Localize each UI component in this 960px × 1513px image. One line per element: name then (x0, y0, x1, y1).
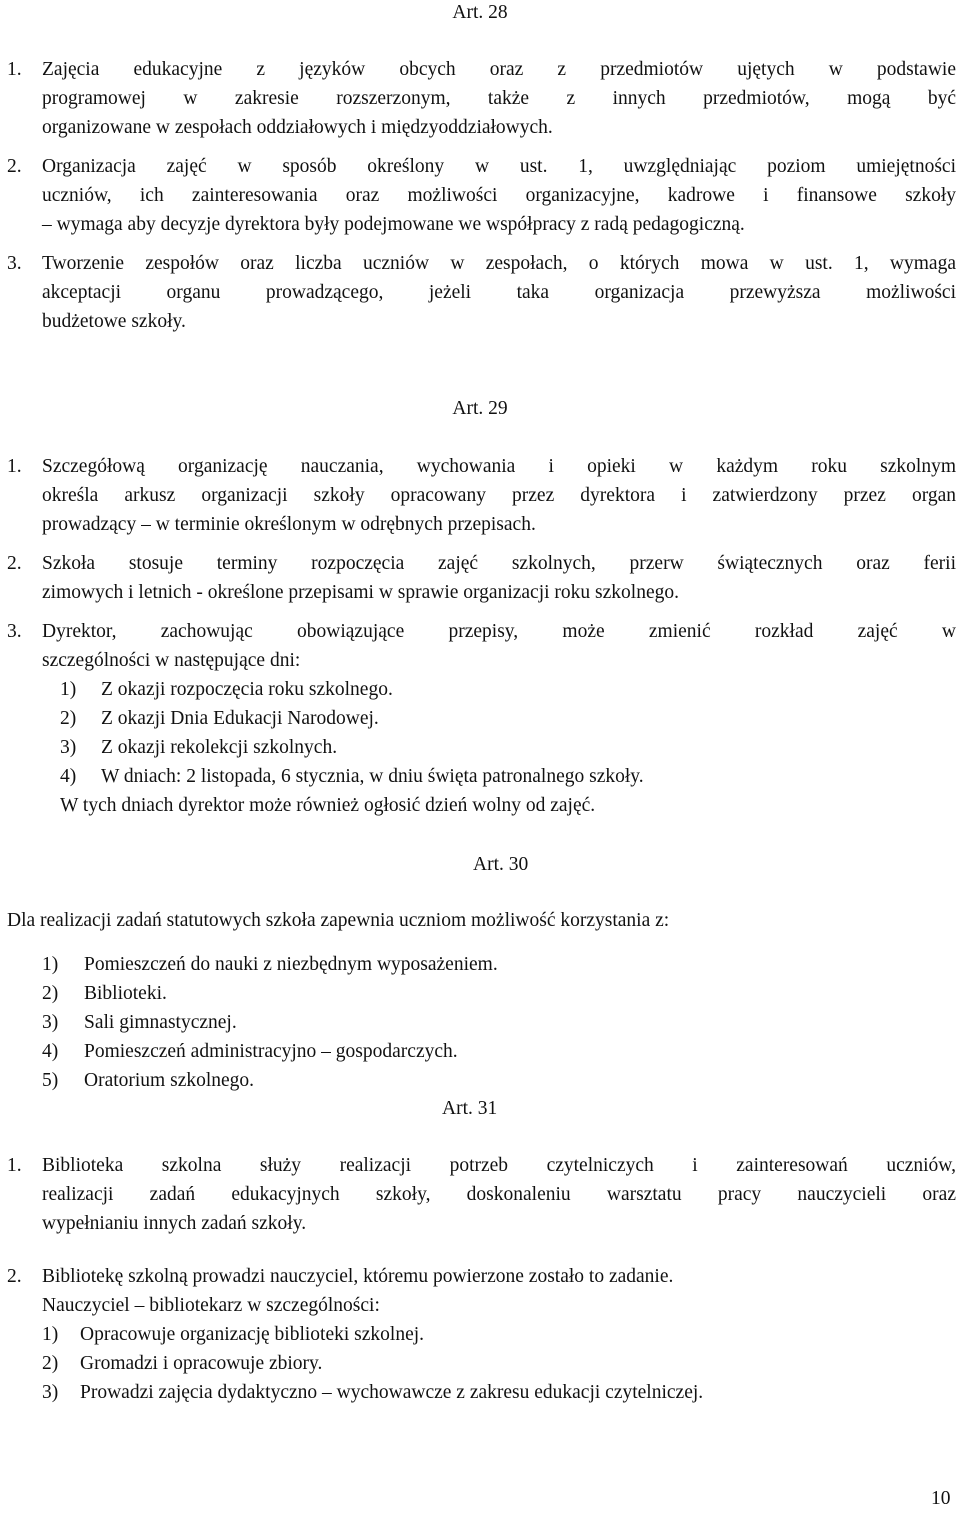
art29-item-number: 4) (60, 766, 77, 787)
art31-item-text: Opracowuje organizację biblioteki szkolnej. (80, 1324, 425, 1345)
art28-heading: Art. 28 (452, 2, 508, 23)
art28-p3-number: 3. (7, 253, 22, 274)
art29-item-text: Z okazji rozpoczęcia roku szkolnego. (101, 679, 393, 700)
art29-item-number: 3) (60, 737, 77, 758)
art29-heading: Art. 29 (452, 398, 508, 419)
art29-p1-line2: określa arkusz organizacji szkoły opracowany przez dyrektora i zatwierdzony przez organ (42, 485, 956, 506)
art31-p2-number: 2. (7, 1266, 22, 1287)
art29-item-number: 1) (60, 679, 77, 700)
art28-p2-line2: uczniów, ich zainteresowania oraz możliwości organizacyjne, kadrowe i finansowe szkoły (42, 185, 956, 206)
art28-p2-line3: – wymaga aby decyzje dyrektora były podejmowane we współpracy z radą pedagogiczną. (42, 214, 745, 235)
art30-item-text: Pomieszczeń administracyjno – gospodarczych. (84, 1041, 458, 1062)
art29-p3-number: 3. (7, 621, 22, 642)
art30-item-text: Sali gimnastycznej. (84, 1012, 237, 1033)
art31-item-text: Prowadzi zajęcia dydaktyczno – wychowawcze z zakresu edukacji czytelniczej. (80, 1382, 704, 1403)
art31-p1-number: 1. (7, 1155, 22, 1176)
art30-item-number: 5) (42, 1070, 59, 1091)
art31-p2-line1: Bibliotekę szkolną prowadzi nauczyciel, któremu powierzone zostało to zadanie. (42, 1266, 674, 1287)
art28-p1-number: 1. (7, 59, 22, 80)
art30-item-number: 3) (42, 1012, 59, 1033)
art30-item-text: Pomieszczeń do nauki z niezbędnym wyposażeniem. (84, 954, 498, 975)
art29-p2-number: 2. (7, 553, 22, 574)
art31-p1-line2: realizacji zadań edukacyjnych szkoły, doskonaleniu warsztatu pracy nauczycieli oraz (42, 1184, 956, 1205)
art31-p2-line2: Nauczyciel – bibliotekarz w szczególności: (42, 1295, 380, 1316)
art28-p1-line2: programowej w zakresie rozszerzonym, także z innych przedmiotów, mogą być (42, 88, 956, 109)
art28-p1-line1: Zajęcia edukacyjne z języków obcych oraz z przedmiotów ujętych w podstawie (42, 59, 956, 80)
art29-p1-line3: prowadzący – w terminie określonym w odrębnych przepisach. (42, 514, 536, 535)
art28-p3-line3: budżetowe szkoły. (42, 311, 186, 332)
art30-item-number: 2) (42, 983, 59, 1004)
art31-item-text: Gromadzi i opracowuje zbiory. (80, 1353, 323, 1374)
art28-p3-line2: akceptacji organu prowadzącego, jeżeli taka organizacja przewyższa możliwości (42, 282, 956, 303)
art30-heading: Art. 30 (473, 854, 529, 875)
art28-p2-number: 2. (7, 156, 22, 177)
art31-item-number: 1) (42, 1324, 59, 1345)
art28-p2-line1: Organizacja zajęć w sposób określony w ust. 1, uwzględniając poziom umiejętności (42, 156, 956, 177)
art29-p3-line1: Dyrektor, zachowując obowiązujące przepisy, może zmienić rozkład zajęć w (42, 621, 956, 642)
art29-item-text: W dniach: 2 listopada, 6 stycznia, w dniu święta patronalnego szkoły. (101, 766, 644, 787)
art31-heading: Art. 31 (442, 1098, 498, 1119)
art29-note: W tych dniach dyrektor może również ogłosić dzień wolny od zajęć. (60, 795, 596, 816)
art30-item-number: 1) (42, 954, 59, 975)
art29-item-text: Z okazji Dnia Edukacji Narodowej. (101, 708, 379, 729)
art31-p1-line1: Biblioteka szkolna służy realizacji potrzeb czytelniczych i zainteresowań uczniów, (42, 1155, 956, 1176)
art30-intro: Dla realizacji zadań statutowych szkoła zapewnia uczniom możliwość korzystania z: (7, 910, 670, 931)
page-number: 10 (931, 1488, 951, 1509)
art29-p3-line2: szczególności w następujące dni: (42, 650, 301, 671)
art28-p3-line1: Tworzenie zespołów oraz liczba uczniów w zespołach, o których mowa w ust. 1, wymaga (42, 253, 956, 274)
art29-item-text: Z okazji rekolekcji szkolnych. (101, 737, 338, 758)
art29-p1-line1: Szczegółową organizację nauczania, wychowania i opieki w każdym roku szkolnym (42, 456, 956, 477)
art29-p2-line2: zimowych i letnich - określone przepisami w sprawie organizacji roku szkolnego. (42, 582, 679, 603)
art30-item-text: Oratorium szkolnego. (84, 1070, 255, 1091)
art29-p2-line1: Szkoła stosuje terminy rozpoczęcia zajęć szkolnych, przerw świątecznych oraz ferii (42, 553, 956, 574)
art30-item-text: Biblioteki. (84, 983, 167, 1004)
art31-item-number: 3) (42, 1382, 59, 1403)
art28-p1-line3: organizowane w zespołach oddziałowych i międzyoddziałowych. (42, 117, 553, 138)
art31-p1-line3: wypełnianiu innych zadań szkoły. (42, 1213, 307, 1234)
art29-item-number: 2) (60, 708, 77, 729)
art30-item-number: 4) (42, 1041, 59, 1062)
art31-item-number: 2) (42, 1353, 59, 1374)
art29-p1-number: 1. (7, 456, 22, 477)
